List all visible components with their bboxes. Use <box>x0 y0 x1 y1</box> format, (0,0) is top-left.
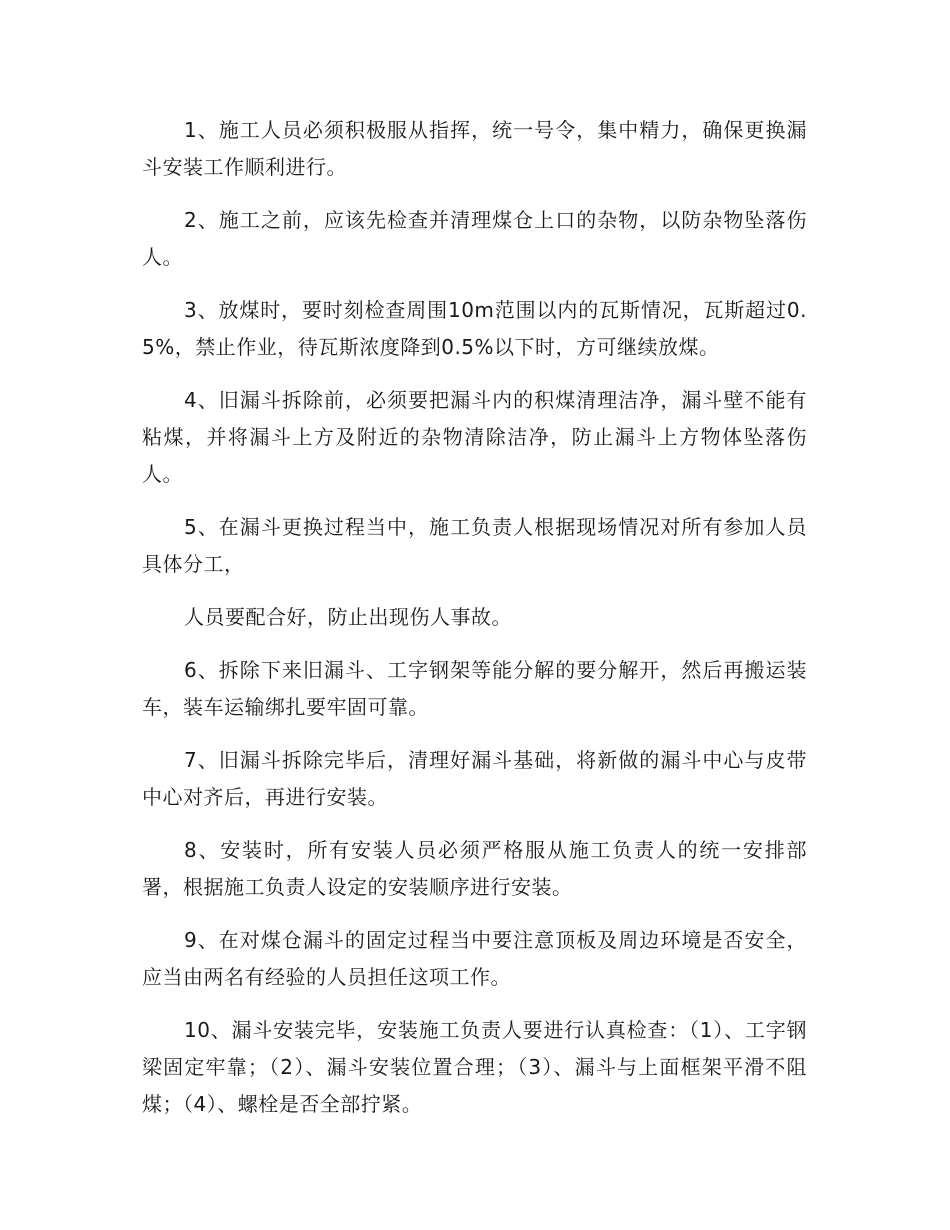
paragraph-item-9: 9、在对煤仓漏斗的固定过程当中要注意顶板及周边环境是否安全，应当由两名有经验的人员担任这项工作。 <box>142 928 807 989</box>
paragraph-item-5: 5、在漏斗更换过程当中，施工负责人根据现场情况对所有参加人员具体分工， <box>142 515 807 576</box>
paragraph-item-1: 1、施工人员必须积极服从指挥，统一号令，集中精力，确保更换漏斗安装工作顺利进行。 <box>142 118 807 179</box>
paragraph-item-8: 8、安装时，所有安装人员必须严格服从施工负责人的统一安排部署，根据施工负责人设定的安装顺序进行安装。 <box>142 838 807 899</box>
paragraph-item-2: 2、施工之前，应该先检查并清理煤仓上口的杂物，以防杂物坠落伤人。 <box>142 208 807 269</box>
paragraph-item-10: 10、漏斗安装完毕，安装施工负责人要进行认真检查：（1）、工字钢梁固定牢靠；（2）、漏斗安装位置合理；（3）、漏斗与上面框架平滑不阻煤；（4）、螺栓是否全部拧紧。 <box>142 1018 807 1116</box>
paragraph-item-5-continued: 人员要配合好，防止出现伤人事故。 <box>184 605 512 629</box>
paragraph-item-7: 7、旧漏斗拆除完毕后，清理好漏斗基础，将新做的漏斗中心与皮带中心对齐后，再进行安装。 <box>142 748 807 809</box>
paragraph-item-4: 4、旧漏斗拆除前，必须要把漏斗内的积煤清理洁净，漏斗壁不能有粘煤，并将漏斗上方及附近的杂物清除洁净，防止漏斗上方物体坠落伤人。 <box>142 388 807 486</box>
paragraph-item-6: 6、拆除下来旧漏斗、工字钢架等能分解的要分解开，然后再搬运装车，装车运输绑扎要牢固可靠。 <box>142 658 807 719</box>
paragraph-item-3: 3、放煤时，要时刻检查周围10m范围以内的瓦斯情况，瓦斯超过0.5%，禁止作业，待瓦斯浓度降到0.5%以下时，方可继续放煤。 <box>142 298 807 359</box>
document-body <box>142 112 807 1139</box>
